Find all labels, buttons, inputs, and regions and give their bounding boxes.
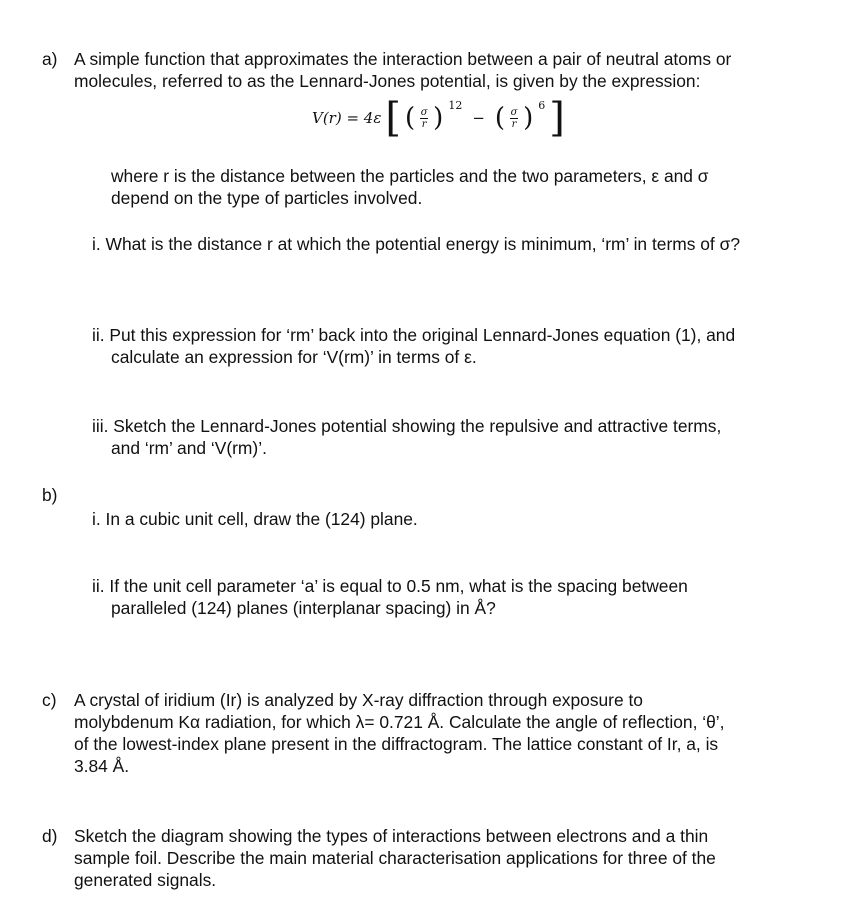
question-a-iii-line1: iii. Sketch the Lennard-Jones potential showing the repulsive and attractive terms, [92, 416, 722, 436]
section-c-line2: molybdenum Kα radiation, for which λ= 0.721 Å. Calculate the angle of reflection, ‘θ’, [74, 712, 725, 732]
exponent-6: 6 [538, 99, 546, 112]
section-a-intro-line2: molecules, referred to as the Lennard-Jones potential, is given by the expression: [74, 71, 701, 91]
right-bracket: ] [549, 95, 565, 141]
section-a-intro-line1: A simple function that approximates the interaction between a pair of neutral atoms or [74, 49, 732, 69]
section-b-label: b) [42, 485, 58, 505]
term1-denominator: r [421, 118, 427, 130]
lennard-jones-equation [312, 95, 565, 141]
section-c-line4: 3.84 Å. [74, 756, 130, 776]
section-d-line1: Sketch the diagram showing the types of interactions between electrons and a thin [74, 826, 709, 846]
paren-close-2: ) [523, 103, 534, 133]
section-d-label: d) [42, 826, 58, 846]
minus-sign: − [472, 109, 485, 127]
fraction-sigma-over-r-1 [420, 108, 428, 129]
fraction-sigma-over-r-2 [510, 108, 518, 129]
section-c-label: c) [42, 690, 57, 710]
term2-denominator: r [511, 118, 517, 130]
question-b-ii-line2: paralleled (124) planes (interplanar spacing) in Å? [111, 598, 496, 618]
term2-numerator: σ [510, 106, 518, 118]
question-a-iii-line2: and ‘rm’ and ‘V(rm)’. [111, 438, 267, 458]
where-line1: where r is the distance between the particles and the two parameters, ε and σ [111, 166, 709, 186]
question-a-i: i. What is the distance r at which the potential energy is minimum, ‘rm’ in terms of σ? [92, 234, 740, 254]
where-line2: depend on the type of particles involved. [111, 188, 423, 208]
paren-close-1: ) [433, 103, 444, 133]
section-c-line1: A crystal of iridium (Ir) is analyzed by X-ray diffraction through exposure to [74, 690, 643, 710]
paren-open-2: ( [494, 103, 506, 133]
question-b-ii-line1: ii. If the unit cell parameter ‘a’ is equal to 0.5 nm, what is the spacing between [92, 576, 688, 596]
question-a-ii-line1: ii. Put this expression for ‘rm’ back into the original Lennard-Jones equation (1), and [92, 325, 736, 345]
equation-lhs: V(r) = 4ε [312, 109, 382, 127]
left-bracket: [ [385, 95, 402, 141]
term1-numerator: σ [420, 106, 428, 118]
paren-open-1: ( [405, 103, 416, 133]
exponent-12: 12 [448, 99, 463, 112]
question-b-i: i. In a cubic unit cell, draw the (124) plane. [92, 509, 418, 529]
section-c-line3: of the lowest-index plane present in the diffractogram. The lattice constant of Ir, a, is [74, 734, 719, 754]
section-d-line3: generated signals. [74, 870, 217, 890]
question-a-ii-line2: calculate an expression for ‘V(rm)’ in terms of ε. [111, 347, 477, 367]
section-d-line2: sample foil. Describe the main material characterisation applications for three of the [74, 848, 716, 868]
section-a-label: a) [42, 49, 58, 69]
